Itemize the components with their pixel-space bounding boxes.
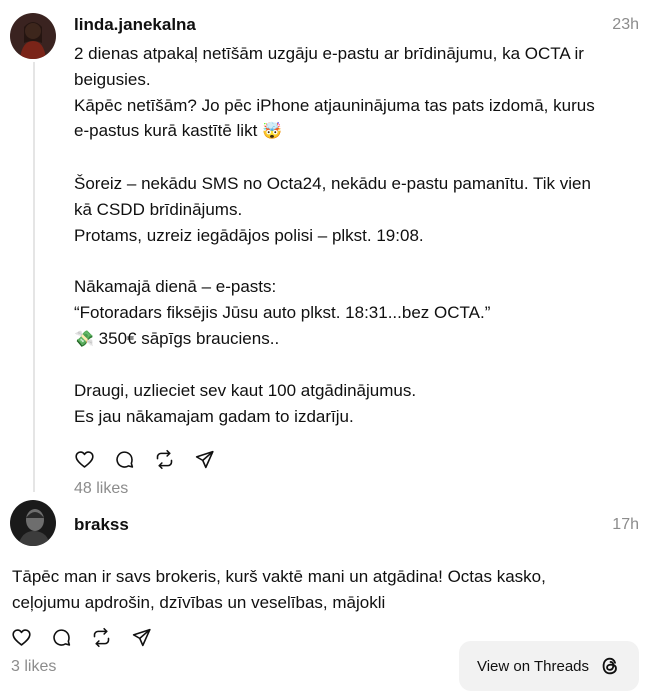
timestamp[interactable]: 23h	[612, 16, 639, 33]
username[interactable]: brakss	[74, 515, 129, 534]
like-button[interactable]	[74, 446, 114, 472]
text-line: beigusies.	[74, 69, 151, 89]
text-line: Nākamajā dienā – e-pasts:	[74, 277, 277, 297]
text-line: 2 dienas atpakaļ netīšām uzgāju e-pastu ar brīdinājumu, ka OCTA ir	[74, 44, 584, 63]
view-on-threads-label: View on Threads	[476, 657, 590, 675]
text-segment: e-pastus kurā kastītē likt	[74, 121, 258, 141]
timestamp[interactable]: 17h	[612, 516, 639, 533]
heart-icon	[74, 449, 95, 470]
mind-blown-emoji-icon: 🤯	[262, 123, 282, 141]
comment-button[interactable]	[51, 624, 91, 650]
comment-icon	[51, 627, 72, 648]
avatar[interactable]	[10, 13, 56, 59]
likes-count[interactable]: 48 likes	[74, 480, 129, 497]
send-icon	[194, 449, 215, 470]
text-segment: 350€ sāpīgs brauciens..	[98, 328, 280, 348]
text-line: “Fotoradars fiksējis Jūsu auto plkst. 18:31...bez OCTA.”	[74, 302, 491, 322]
share-button[interactable]	[131, 624, 171, 650]
repost-button[interactable]	[91, 624, 131, 650]
text-line: Šoreiz – nekādu SMS no Octa24, nekādu e-pastu pamanītu. Tik vien	[74, 173, 591, 193]
post-actions	[11, 624, 171, 650]
post-body	[74, 41, 649, 430]
send-icon	[131, 627, 152, 648]
text-line: Tāpēc man ir savs brokeris, kurš vaktē mani un atgādina! Octas kasko,	[12, 567, 546, 586]
text-line: Draugi, uzlieciet sev kaut 100 atgādinājumus.	[74, 381, 417, 401]
text-line: kā CSDD brīdinājums.	[74, 199, 243, 219]
post-body	[12, 564, 652, 616]
heart-icon	[11, 627, 32, 648]
repost-button[interactable]	[154, 446, 194, 472]
thread-line	[33, 62, 35, 492]
text-line	[74, 326, 649, 353]
repost-icon	[91, 627, 112, 648]
like-button[interactable]	[11, 624, 51, 650]
comment-button[interactable]	[114, 446, 154, 472]
money-wings-emoji-icon: 💸	[74, 330, 94, 348]
threads-logo-icon	[599, 655, 621, 677]
repost-icon	[154, 449, 175, 470]
share-button[interactable]	[194, 446, 234, 472]
username[interactable]: linda.janekalna	[74, 15, 196, 34]
text-line: Protams, uzreiz iegādājos polisi – plkst. 19:08.	[74, 225, 424, 245]
likes-count[interactable]: 3 likes	[11, 658, 57, 675]
text-line	[74, 118, 649, 145]
text-line: Es jau nākamajam gadam to izdarīju.	[74, 407, 354, 427]
comment-icon	[114, 449, 135, 470]
avatar[interactable]	[10, 500, 56, 546]
view-on-threads-button[interactable]	[459, 641, 639, 691]
text-line: Kāpēc netīšām? Jo pēc iPhone atjauninājuma tas pats izdomā, kurus	[74, 95, 595, 115]
post-actions	[74, 446, 234, 472]
text-line: ceļojumu apdrošin, dzīvības un veselības, mājokli	[12, 592, 386, 612]
